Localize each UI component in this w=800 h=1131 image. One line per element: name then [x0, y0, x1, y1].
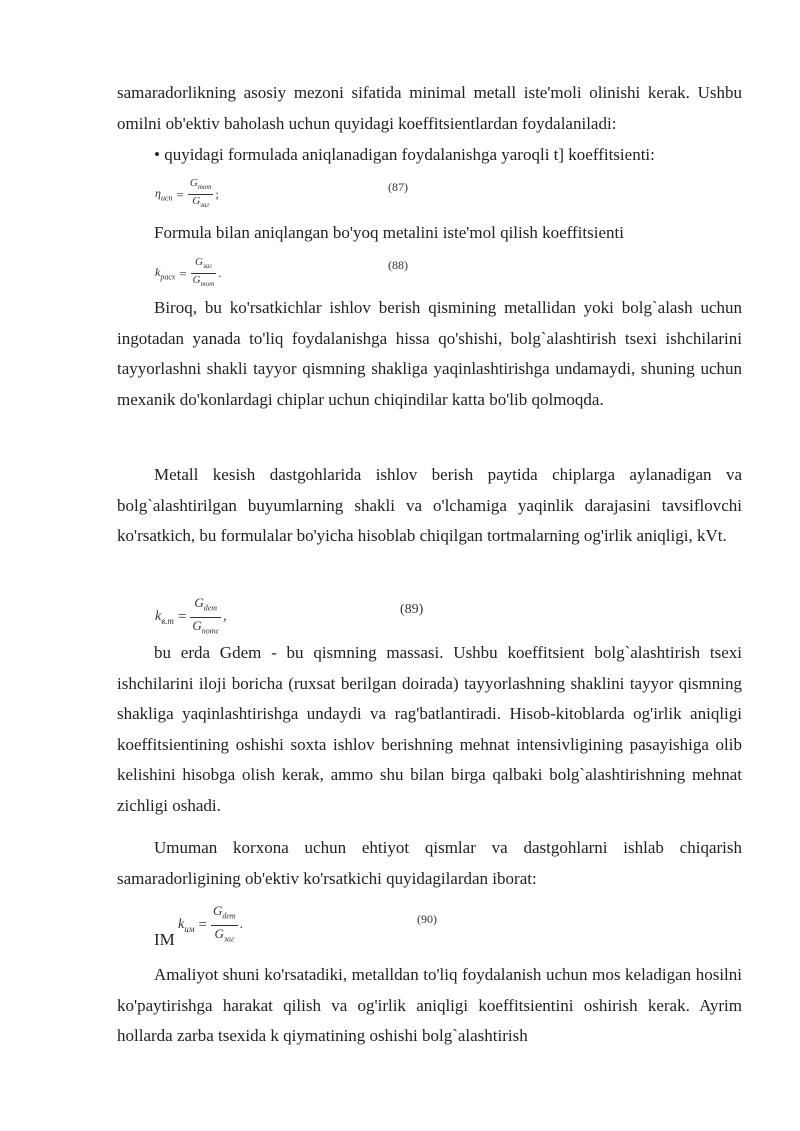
eq90-lhs: $k_{им}$ — [178, 916, 195, 934]
eq89-lhs: $k_{в.т}$ — [155, 608, 174, 626]
im-label: IM — [154, 930, 175, 949]
paragraph-3: Formula bilan aniqlangan bo'yoq metalini iste'mol qilish koeffitsienti — [154, 223, 624, 242]
equation-90: $k_{им}$ = $\frac{G_{dem}}{G_{заг}}$ . — [178, 903, 243, 947]
eq87-fraction: $\frac{G_{тот}}{G_{заг}}$ — [189, 177, 212, 210]
paragraph-5: Metall kesish dastgohlarida ishlov berish paytida chiplarga aylanadigan va bolg`alashtirilgan buyumlarning shakli va o'lchamiga yaqinlik darajasini tavsiflovchi ko'rsatkich, bu formulalar bo'yicha hisoblab chiqilgan tortmalarning og'irlik aniqligi, kVt. — [117, 465, 742, 546]
paragraph-7: Umuman korxona uchun ehtiyot qismlar va dastgohlarni ishlab chiqarish samaradorligining ob'ektiv ko'rsatkichi quyidagilardan iborat: — [117, 838, 742, 888]
paragraph-1: samaradorlikning asosiy mezoni sifatida minimal metall iste'moli olinishi kerak. Ushbu omilni ob'ektiv baholash uchun quyidagi koeffitsientlardan foydalaniladi: — [117, 83, 742, 133]
paragraph-6: bu erda Gdem - bu qismning massasi. Ushbu koeffitsient bolg`alashtirish tsexi ishchilarini iloji boricha (ruxsat berilgan doirada) tayyorlashning shaklini tayyor qismning shakliga yaqinlashtirishga undaydi va rag'batlantiradi. Hisob-kitoblarda og'irlik aniqligi koeffitsientining oshishi soxta ishlov berishning mehnat intensivligining pasayishiga olib kelishini hisobga olish kerak, ammo shu bilan birga qalbaki bolg`alashtirishning mehnat zichligi oshadi. — [117, 643, 742, 815]
equation-89: $k_{в.т}$ = $\frac{G_{dem}}{G_{потс}}$ , — [155, 595, 227, 639]
paragraph-bullet: • quyidagi formulada aniqlanadigan foydalanishga yaroqli t] koeffitsienti: — [154, 145, 655, 164]
equation-87: $\eta_{исп}$ = $\frac{G_{тот}}{G_{заг}}$ ; — [155, 177, 219, 212]
equation-88-number: (88) — [388, 258, 408, 272]
paragraph-8: Amaliyot shuni ko'rsatadiki, metalldan to'liq foydalanish uchun mos keladigan hosilni ko'paytirishga harakat qilish va og'irlik aniqligi koeffitsientini oshirish kerak. Ayrim hollarda zarba tsexida k qiymatining oshishi bolg`alashtirish — [117, 965, 742, 1046]
eq90-fraction: $\frac{G_{dem}}{G_{заг}}$ — [212, 903, 236, 944]
equation-87-number: (87) — [388, 180, 408, 194]
eq89-fraction: $\frac{G_{dem}}{G_{потс}}$ — [192, 595, 220, 636]
equation-88: $k_{расх}$ = $\frac{G_{заг}}{G_{тот}}$ . — [155, 256, 221, 291]
equation-89-number: (89) — [400, 602, 424, 617]
eq88-fraction: $\frac{G_{заг}}{G_{тот}}$ — [192, 256, 215, 289]
eq87-lhs: $\eta_{исп}$ — [155, 186, 173, 203]
paragraph-4: Biroq, bu ko'rsatkichlar ishlov berish qismining metallidan yoki bolg`alash uchun ingotadan yanada to'liq foydalanishga hissa qo'shishi, bolg`alashtirish tsexi ishchilarini tayyorlashni shakli tayyor qismning shakliga yaqinlashtirishga undamaydi, shuning uchun mexanik do'konlardagi chiplar uchun chiqindilar katta bo'lib qolmoqda. — [117, 298, 742, 409]
eq88-lhs: $k_{расх}$ — [155, 265, 176, 282]
equation-90-number: (90) — [417, 912, 437, 926]
